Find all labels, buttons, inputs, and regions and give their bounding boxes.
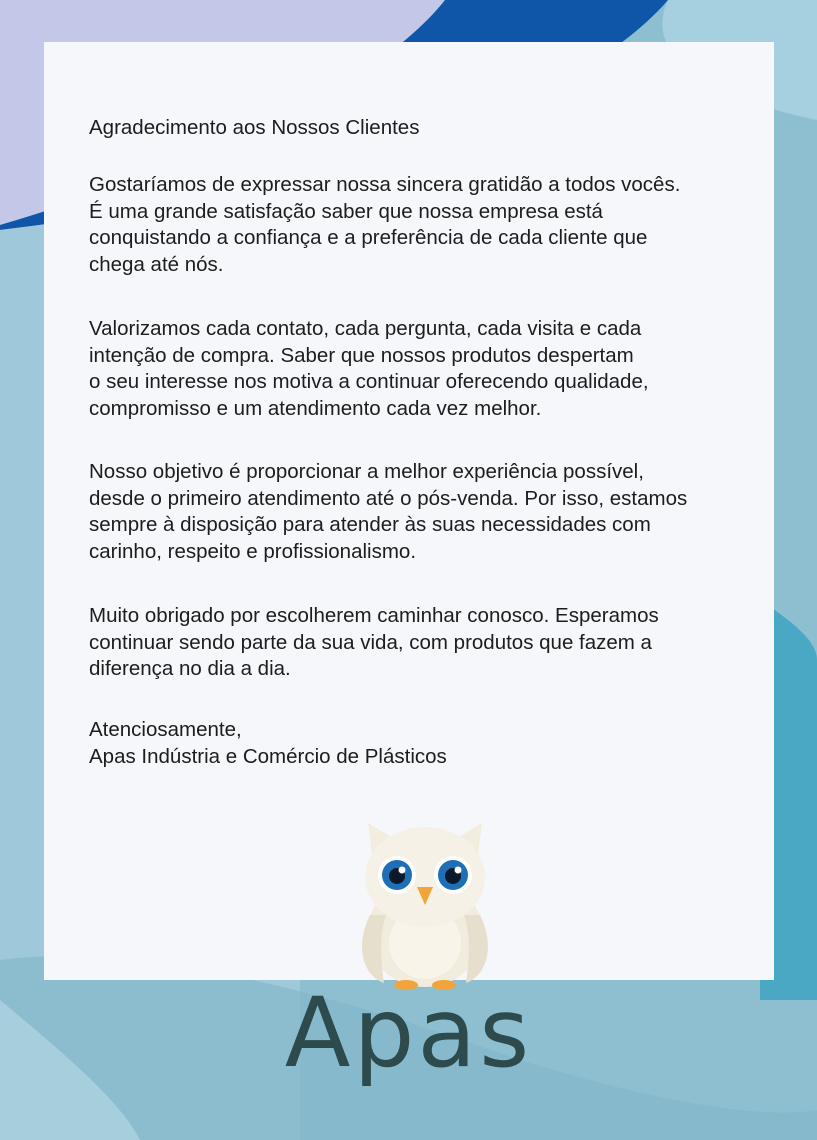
paragraph-line: Muito obrigado por escolherem caminhar conosco. Esperamos [89,604,659,627]
paragraph-3 [89,459,687,565]
paragraph-line: É uma grande satisfação saber que nossa empresa está [89,199,603,223]
paragraph-line: desde o primeiro atendimento até o pós-venda. Por isso, estamos [89,486,688,510]
paragraph-line: Gostaríamos de expressar nossa sincera gratidão a todos vocês. [89,173,681,196]
brand-logo: Apas [284,977,533,1089]
paragraph-line: chega até nós. [89,252,224,276]
signature-block [89,717,447,770]
paragraph-line: o seu interesse nos motiva a continuar oferecendo qualidade, [89,370,649,393]
paragraph-line: diferença no dia a dia. [89,657,291,680]
paragraph-line: intenção de compra. Saber que nossos produtos despertam [89,343,634,367]
letter-title: Agradecimento aos Nossos Clientes [89,116,420,139]
paragraph-line: continuar sendo parte da sua vida, com produtos que fazem a [89,630,652,654]
paragraph-4 [89,603,659,683]
paragraph-line: conquistando a confiança e a preferência de cada cliente que [89,226,648,249]
owl-mascot-icon [350,815,500,990]
paragraph-line: sempre à disposição para atender às suas necessidades com [89,513,651,536]
closing-text: Atenciosamente, [89,718,242,741]
paragraph-line: compromisso e um atendimento cada vez melhor. [89,396,542,420]
paragraph-2 [89,316,649,422]
paragraph-line: Nosso objetivo é proporcionar a melhor experiência possível, [89,460,644,483]
paragraph-1 [89,172,680,278]
paragraph-line: Valorizamos cada contato, cada pergunta, cada visita e cada [89,317,642,340]
company-name: Apas Indústria e Comércio de Plásticos [89,744,447,768]
paragraph-line: carinho, respeito e profissionalismo. [89,539,417,563]
